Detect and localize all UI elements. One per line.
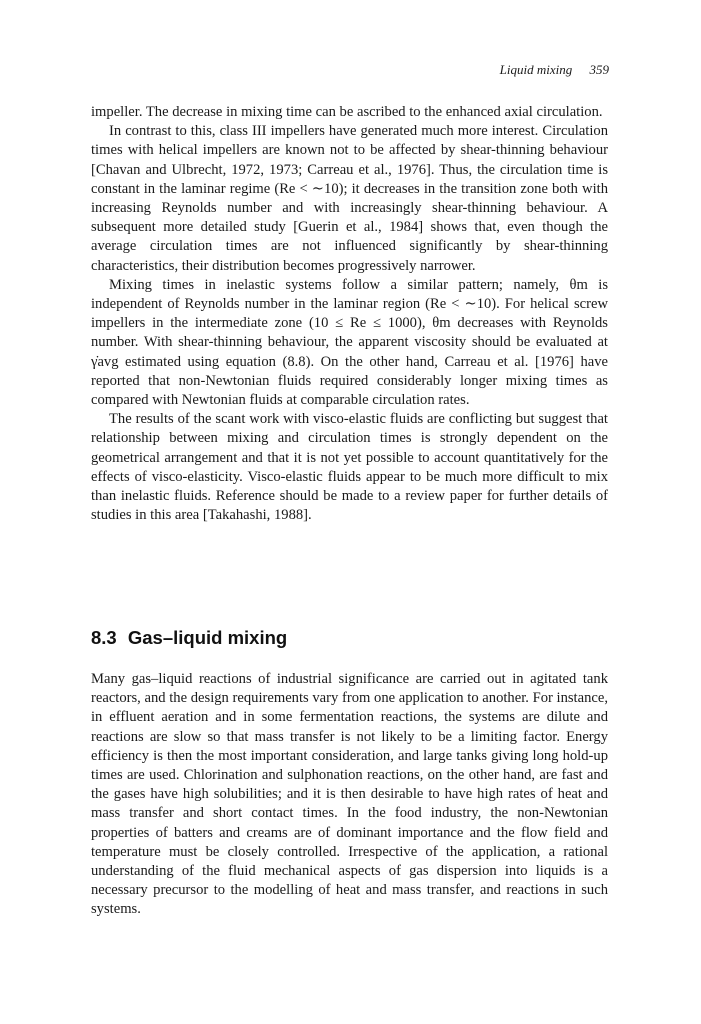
paragraph: impeller. The decrease in mixing time can be ascribed to the enhanced axial circulation. — [91, 104, 603, 120]
section-heading — [91, 626, 608, 650]
paragraph: The results of the scant work with visco-elastic fluids are conflicting but suggest that relationship between mixing and circulation times is strongly dependent on the geometrical arrangement and that it is not yet possible to account quantitatively for the effects of visco-elasticity. Visco-elastic fluids appear to be much more difficult to mix than inelastic fluids. Reference should be made to a review paper for further details of studies in this area [Takahashi, 1988]. — [91, 411, 608, 524]
running-head-title: Liquid mixing — [499, 62, 573, 77]
running-head — [500, 62, 609, 78]
body-text-top — [91, 103, 608, 525]
page-number: 359 — [589, 62, 609, 77]
body-text-bottom — [91, 670, 608, 920]
paragraph: In contrast to this, class III impellers have generated much more interest. Circulation times with helical impellers are known not to be affected by shear-thinning behaviour [Chavan and Ulbrecht, 1972, 1973; Carreau et al., 1976]. Thus, the circulation time is constant in the laminar regime (Re < ∼10); it decreases in the transition zone both with increasing Reynolds number and with increasingly shear-thinning behaviour. A subsequent more detailed study [Guerin et al., 1984] shows that, even though the average circulation times are not influenced significantly by shear-thinning characteristics, their distribution becomes progressively narrower. — [91, 123, 608, 274]
paragraph: Mixing times in inelastic systems follow a similar pattern; namely, θm is independent of Reynolds number in the laminar region (Re < ∼10). For helical screw impellers in the intermediate zone (10 ≤ Re ≤ 1000), θm decreases with Reynolds number. With shear-thinning behaviour, the apparent viscosity should be evaluated at γ̇avg estimated using equation (8.8). On the other hand, Carreau et al. [1976] have reported that non-Newtonian fluids required considerably longer mixing times as compared with Newtonian fluids at comparable circulation rates. — [91, 276, 608, 409]
section-number: 8.3 — [91, 627, 117, 648]
section-title: Gas–liquid mixing — [127, 627, 288, 648]
paragraph: Many gas–liquid reactions of industrial significance are carried out in agitated tank reactors, and the design requirements vary from one application to another. For instance, in effluent aeration and in some fermentation reactions, the systems are dilute and reactions are slow so that mass transfer is not likely to be a limiting factor. Energy efficiency is then the most important consideration, and large tanks giving long hold-up times are used. Chlorination and sulphonation reactions, on the other hand, are fast and the gases have high solubilities; and it is then desirable to have high rates of heat and mass transfer and short contact times. In the food industry, the non-Newtonian properties of batters and creams are of dominant importance and the flow field and temperature must be closely controlled. Irrespective of the application, a rational understanding of the fluid mechanical aspects of gas dispersion into liquids is a necessary precursor to the modelling of heat and mass transfer, and reactions in such systems. — [91, 671, 608, 918]
